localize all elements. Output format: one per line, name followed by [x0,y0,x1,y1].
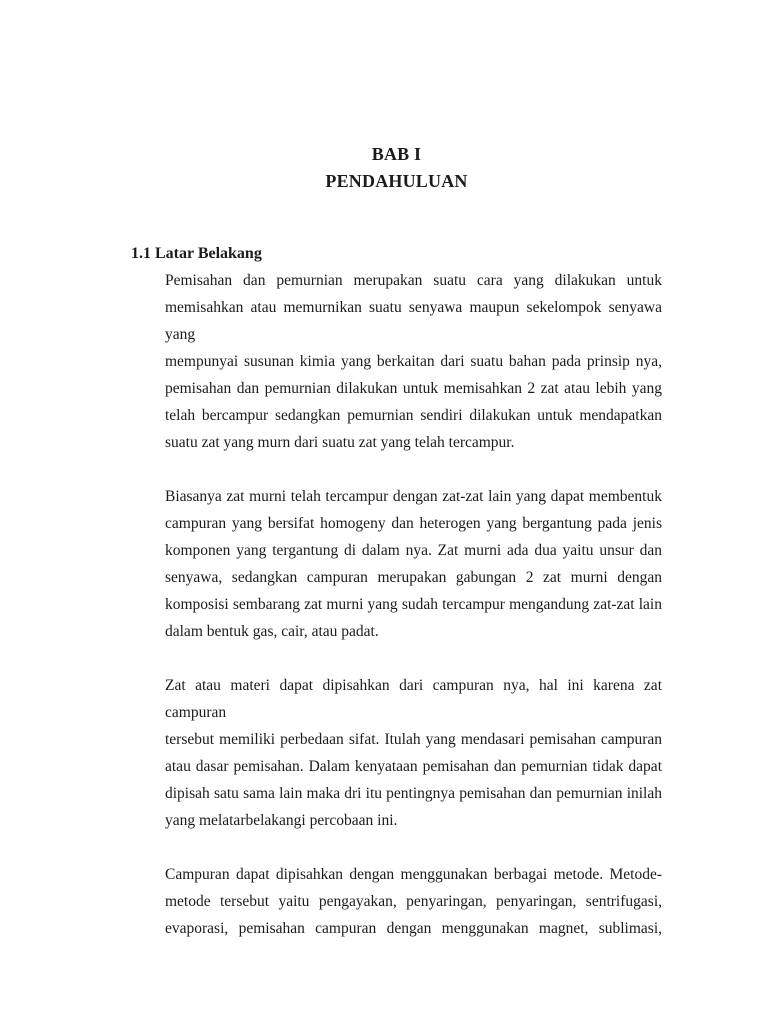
paragraph-line: yang melatarbelakangi percobaan ini. [165,812,398,829]
paragraph-2 [165,483,662,645]
paragraph-line: pemisahan dan pemurnian dilakukan untuk memisahkan 2 zat atau lebih yang [165,380,662,397]
paragraph-line: komponen yang tergantung di dalam nya. Zat murni ada dua yaitu unsur dan [165,542,662,559]
paragraph-line: metode tersebut yaitu pengayakan, penyaringan, penyaringan, sentrifugasi, [165,893,662,910]
paragraph-line: telah bercampur sedangkan pemurnian sendiri dilakukan untuk mendapatkan [165,407,662,424]
paragraph-line: Campuran dapat dipisahkan dengan menggunakan berbagai metode. Metode- [165,866,662,883]
paragraph-line: Zat atau materi dapat dipisahkan dari campuran nya, hal ini karena zat campuran [165,677,662,721]
paragraph-line: Pemisahan dan pemurnian merupakan suatu cara yang dilakukan untuk [165,272,662,289]
document-body [165,267,662,942]
paragraph-line: suatu zat yang murn dari suatu zat yang telah tercampur. [165,434,515,451]
paragraph-4 [165,861,662,942]
paragraph-line: tersebut memiliki perbedaan sifat. Itulah yang mendasari pemisahan campuran [165,731,662,748]
paragraph-line: senyawa, sedangkan campuran merupakan gabungan 2 zat murni dengan [165,569,662,586]
section-heading: 1.1 Latar Belakang [131,245,262,262]
paragraph-line: dipisah satu sama lain maka dri itu pentingnya pemisahan dan pemurnian inilah [165,785,662,802]
paragraph-line: komposisi sembarang zat murni yang sudah tercampur mengandung zat-zat lain [165,596,662,613]
paragraph-line: campuran yang bersifat homogeny dan heterogen yang bergantung pada jenis [165,515,662,532]
paragraph-line: memisahkan atau memurnikan suatu senyawa maupun sekelompok senyawa yang [165,299,662,343]
paragraph-1 [165,267,662,456]
paragraph-3 [165,672,662,834]
paragraph-line: dalam bentuk gas, cair, atau padat. [165,623,379,640]
paragraph-line: mempunyai susunan kimia yang berkaitan dari suatu bahan pada prinsip nya, [165,353,662,370]
chapter-title [131,141,662,195]
paragraph-line: evaporasi, pemisahan campuran dengan menggunakan magnet, sublimasi, [165,920,662,937]
paragraph-line: Biasanya zat murni telah tercampur dengan zat-zat lain yang dapat membentuk [165,488,662,505]
paragraph-line: atau dasar pemisahan. Dalam kenyataan pemisahan dan pemurnian tidak dapat [165,758,662,775]
chapter-title-line1: BAB I [371,144,422,164]
chapter-title-line2: PENDAHULUAN [325,171,468,191]
